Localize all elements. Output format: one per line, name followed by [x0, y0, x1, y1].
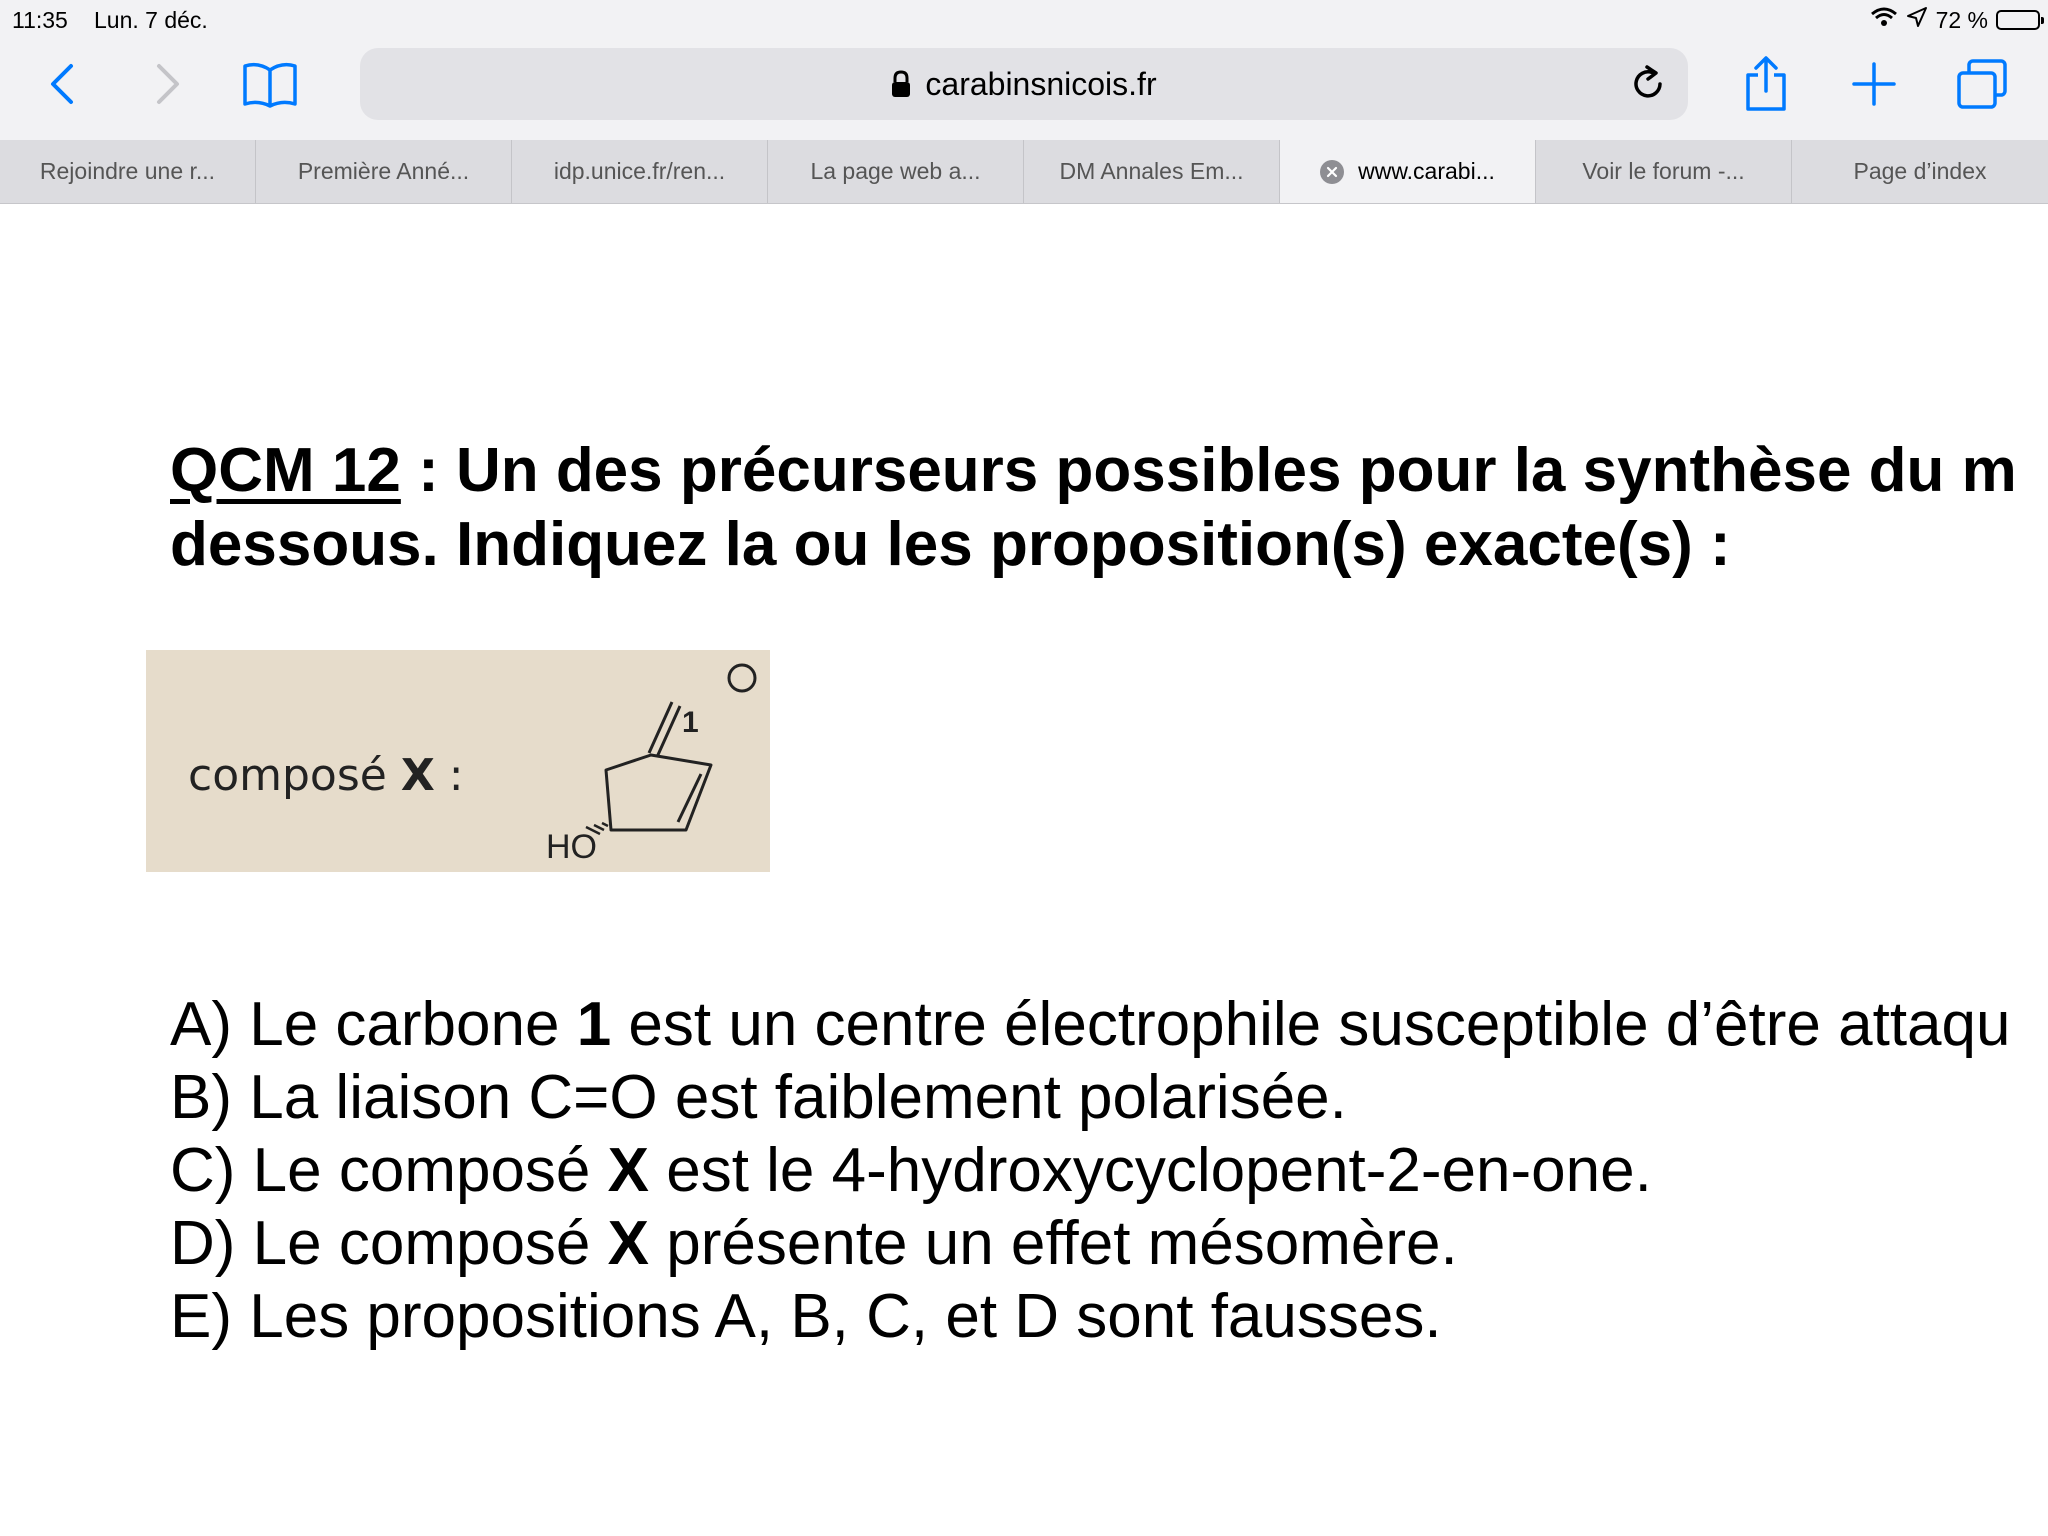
tab-label: La page web a...: [810, 158, 981, 184]
option-b: [170, 1061, 2011, 1134]
hydroxyl-label: HO: [546, 828, 597, 866]
url-text: carabinsnicois.fr: [925, 65, 1157, 102]
tab-page-index[interactable]: [1792, 140, 2048, 203]
tab-idp-unice[interactable]: [512, 140, 768, 203]
tab-label: idp.unice.fr/ren...: [553, 158, 726, 184]
compound-label-text: composé: [188, 750, 401, 801]
forward-icon[interactable]: [146, 60, 190, 108]
battery-icon: [1996, 10, 2040, 30]
option-c-bold: X: [607, 1136, 649, 1205]
option-a-suffix: est un centre électrophile susceptible d’être attaqu: [611, 990, 2011, 1059]
status-right: [1870, 6, 2040, 34]
question-line-2: dessous. Indiquez la ou les proposition(s) exacte(s) :: [170, 510, 1731, 579]
tab-label: Voir le forum -...: [1582, 158, 1745, 184]
question-heading: [170, 434, 2017, 582]
molecule-structure: [146, 650, 770, 872]
atom-number: 1: [682, 706, 699, 739]
tab-voir-forum[interactable]: [1536, 140, 1792, 203]
close-icon[interactable]: [1320, 160, 1344, 184]
share-icon[interactable]: [1742, 54, 1790, 114]
option-a-bold: 1: [576, 990, 612, 1059]
option-d-text: D) Le composé: [170, 1209, 608, 1278]
question-number: QCM 12: [170, 436, 401, 505]
option-a-text: A) Le carbone: [170, 990, 577, 1059]
option-a: [170, 988, 2011, 1061]
tab-label: Première Anné...: [297, 158, 470, 184]
option-d-bold: X: [607, 1209, 649, 1278]
option-e-text: E) Les propositions A, B, C, et D sont fausses.: [170, 1282, 1442, 1351]
tab-page-web[interactable]: [768, 140, 1024, 203]
oxygen-atom: [729, 665, 755, 691]
tabs-icon[interactable]: [1954, 56, 2010, 112]
tab-label: DM Annales Em...: [1059, 158, 1244, 184]
compound-figure: [146, 650, 770, 872]
bookmarks-icon[interactable]: [240, 58, 300, 110]
reload-icon[interactable]: [1630, 64, 1666, 110]
ring-bonds: [606, 755, 711, 830]
page-content: [0, 204, 2048, 1536]
carbonyl-bond: [649, 702, 680, 757]
compound-label-colon: :: [434, 750, 464, 801]
option-d-suffix: présente un effet mésomère.: [649, 1209, 1458, 1278]
option-e: [170, 1280, 2011, 1353]
tab-premiere-annee[interactable]: [256, 140, 512, 203]
option-d: [170, 1207, 2011, 1280]
address-bar[interactable]: [360, 48, 1688, 120]
answer-options: [170, 988, 2011, 1353]
tab-label: www.carabi...: [1358, 158, 1495, 184]
tab-label: Page d’index: [1853, 158, 1987, 184]
new-tab-icon[interactable]: [1850, 60, 1898, 108]
compound-letter: X: [400, 750, 435, 801]
question-text-1: : Un des précurseurs possibles pour la synthèse du m: [400, 436, 2017, 505]
option-c-suffix: est le 4-hydroxycyclopent-2-en-one.: [649, 1136, 1652, 1205]
status-date: Lun. 7 déc.: [94, 7, 208, 33]
option-c-text: C) Le composé: [170, 1136, 608, 1205]
status-bar: [0, 0, 2048, 40]
option-c: [170, 1134, 2011, 1207]
option-b-text: B) La liaison C=O est faiblement polarisée.: [170, 1063, 1347, 1132]
tab-carabinsnicois[interactable]: [1280, 140, 1536, 203]
wifi-icon: [1870, 6, 1898, 34]
question-line-1: [170, 434, 2017, 508]
lock-icon: [891, 70, 911, 98]
location-arrow-icon: [1906, 6, 1928, 34]
tab-label: Rejoindre une r...: [39, 158, 216, 184]
browser-toolbar: [0, 40, 2048, 140]
tab-rejoindre[interactable]: [0, 140, 256, 203]
tab-bar: [0, 140, 2048, 204]
back-icon[interactable]: [40, 60, 84, 108]
battery-percent: 72 %: [1935, 6, 1988, 33]
status-time: 11:35: [12, 7, 68, 33]
tab-dm-annales[interactable]: [1024, 140, 1280, 203]
